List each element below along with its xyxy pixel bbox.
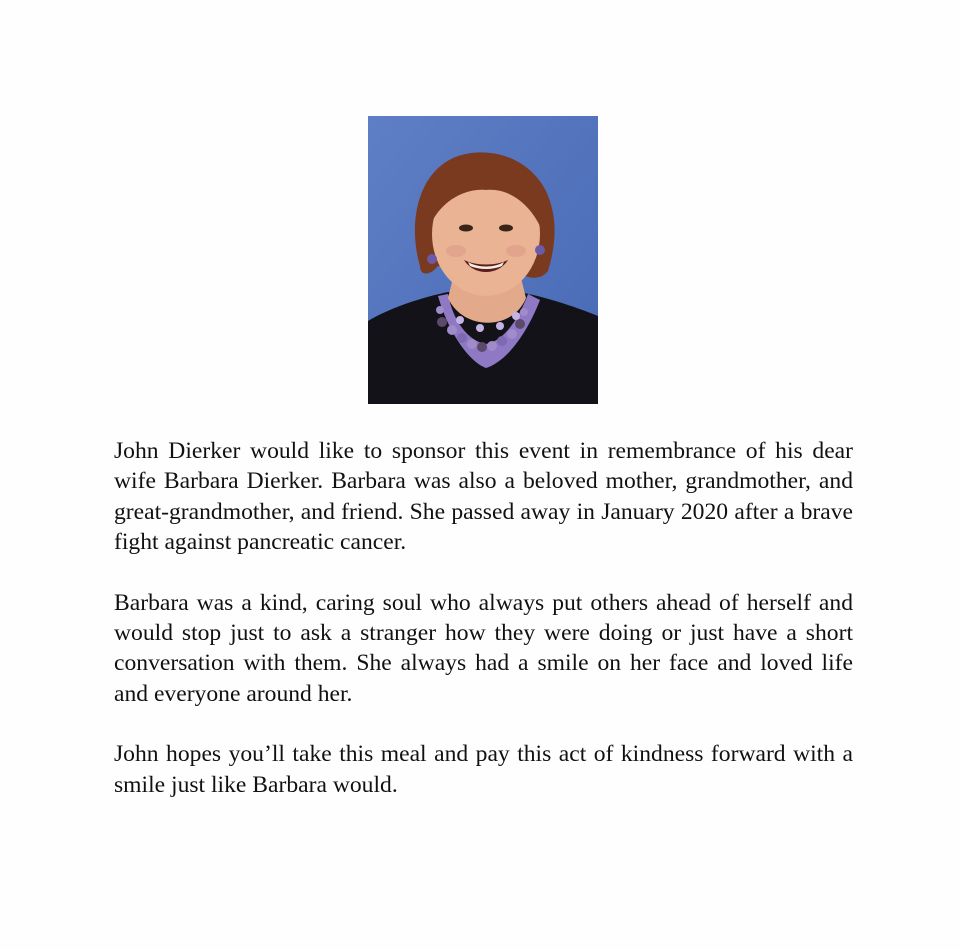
paragraph-character: Barbara was a kind, caring soul who always put others ahead of herself and would stop just to ask a stranger how they were doing or just have a short conversation with them. She always had a smile on her face and loved life and everyone around her. xyxy=(114,589,853,707)
left-eye xyxy=(459,225,473,232)
left-earring xyxy=(427,254,437,264)
portrait-illustration xyxy=(368,116,598,404)
paragraph-sponsorship: John Dierker would like to sponsor this event in remembrance of his dear wife Barbara Dierker. Barbara was also a beloved mother, grandmother, and great-grandmother, and friend. She passed away in January 2020 after a brave fight against pancreatic cancer. xyxy=(114,438,853,556)
paragraph-kindness: John hopes you’ll take this meal and pay this act of kindness forward with a smile just like Barbara would. xyxy=(114,741,853,798)
right-eye xyxy=(499,225,513,232)
portrait-photo xyxy=(368,116,598,404)
memorial-text xyxy=(114,436,853,830)
right-earring xyxy=(535,245,545,255)
